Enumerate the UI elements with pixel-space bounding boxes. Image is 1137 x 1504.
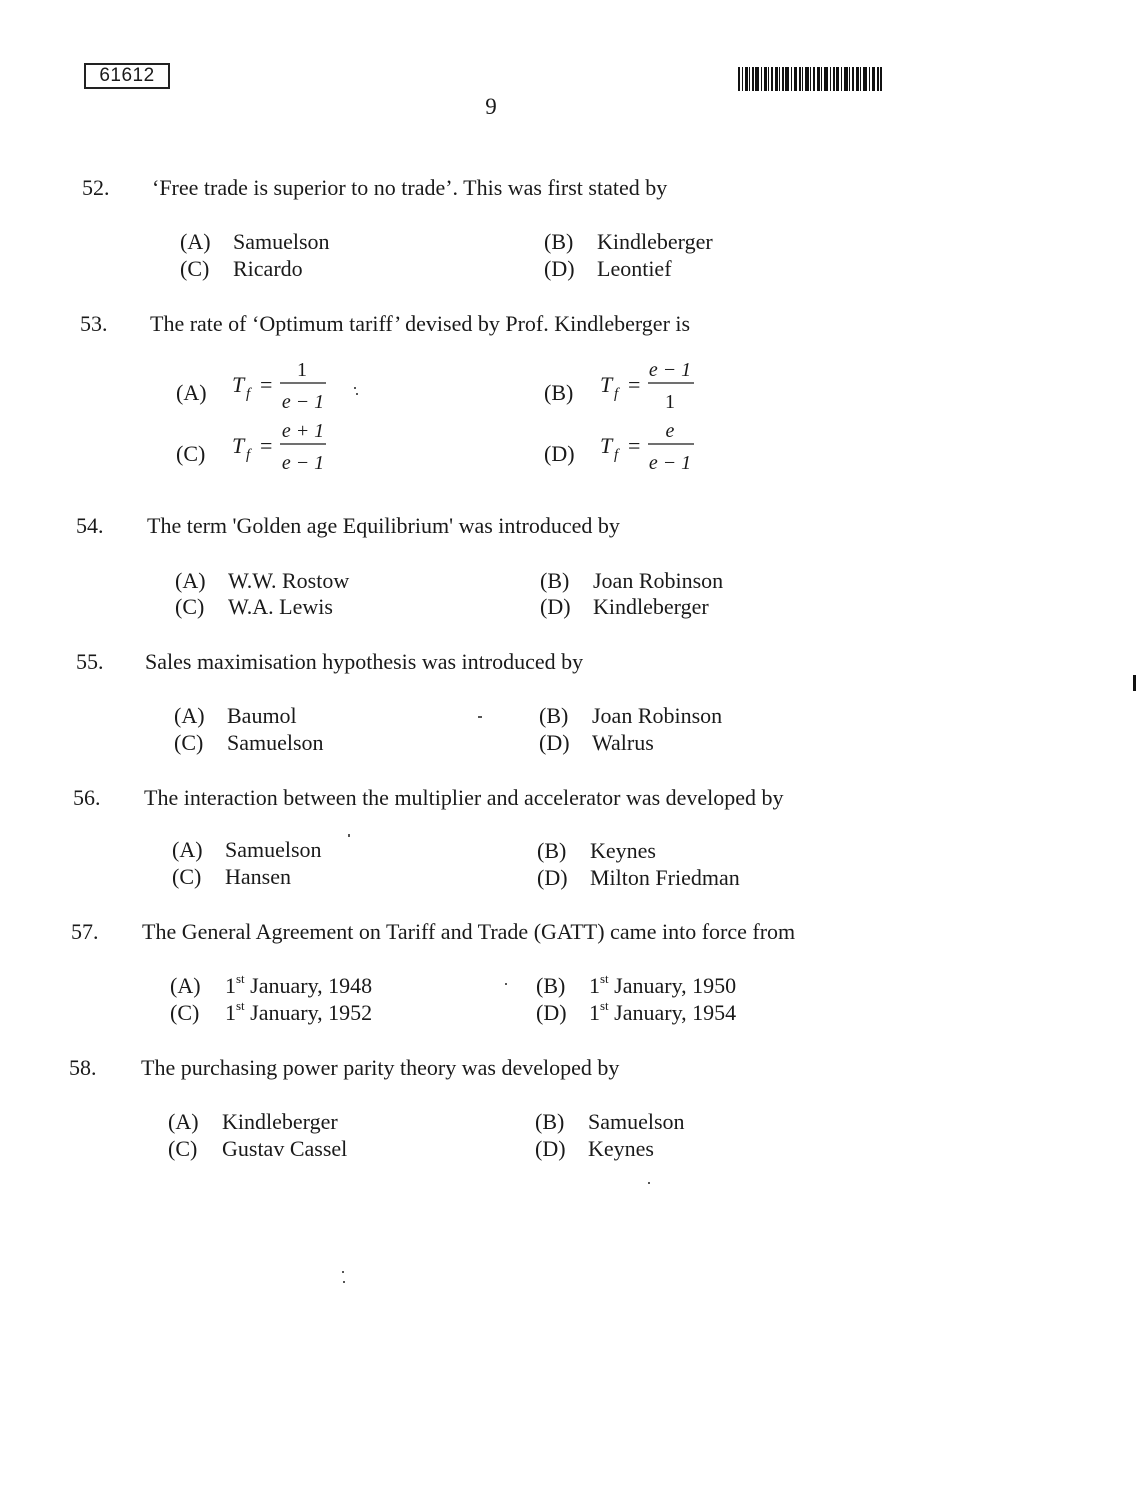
- question-text: The General Agreement on Tariff and Trade (GATT) came into force from: [142, 919, 796, 944]
- svg-text:f: f: [246, 386, 251, 402]
- scan-speck: [343, 1281, 345, 1283]
- paper-code: 61612: [84, 63, 170, 89]
- question-number: 52.: [82, 175, 110, 200]
- svg-text:=: =: [628, 372, 641, 397]
- formula: [600, 420, 710, 485]
- question-number: 57.: [71, 919, 99, 944]
- svg-text:e: e: [665, 420, 675, 442]
- question-number: 53.: [80, 311, 108, 336]
- formula: [232, 359, 342, 424]
- question-number: 55.: [76, 649, 104, 674]
- question-text: The interaction between the multiplier and accelerator was developed by: [144, 785, 784, 810]
- barcode: [738, 67, 882, 91]
- svg-text:1: 1: [665, 391, 675, 413]
- question-number: 54.: [76, 513, 104, 538]
- question-text: The purchasing power parity theory was developed by: [141, 1055, 620, 1080]
- svg-text:e + 1: e + 1: [281, 420, 325, 442]
- scan-speck: [505, 983, 507, 985]
- scan-speck: [478, 716, 482, 718]
- scan-speck: [356, 393, 358, 395]
- svg-text:=: =: [260, 433, 273, 458]
- svg-text:f: f: [246, 447, 251, 463]
- question-text: The term 'Golden age Equilibrium' was introduced by: [147, 513, 620, 538]
- scan-mark: [1133, 675, 1136, 691]
- svg-text:e − 1: e − 1: [281, 391, 325, 413]
- svg-text:1: 1: [297, 359, 307, 381]
- question-text: Sales maximisation hypothesis was introduced by: [145, 649, 584, 674]
- scan-speck: [648, 1182, 650, 1184]
- svg-text:e − 1: e − 1: [281, 452, 325, 474]
- svg-text:f: f: [614, 447, 619, 463]
- svg-text:T: T: [600, 372, 613, 397]
- svg-text:=: =: [628, 433, 641, 458]
- svg-text:e − 1: e − 1: [648, 452, 692, 474]
- svg-text:=: =: [260, 372, 273, 397]
- svg-text:e − 1: e − 1: [648, 359, 692, 381]
- scan-speck: [342, 1271, 344, 1273]
- formula: [232, 420, 342, 485]
- question-text: The rate of ‘Optimum tariff’ devised by Prof. Kindleberger is: [150, 311, 691, 336]
- svg-text:T: T: [600, 433, 613, 458]
- svg-text:f: f: [614, 386, 619, 402]
- page-number: 9: [485, 94, 497, 119]
- question-number: 58.: [69, 1055, 97, 1080]
- question-number: 56.: [73, 785, 101, 810]
- question-text: ‘Free trade is superior to no trade’. This was first stated by: [152, 175, 668, 200]
- scan-speck: [354, 387, 356, 389]
- svg-text:T: T: [232, 372, 245, 397]
- formula: [600, 359, 710, 424]
- svg-text:T: T: [232, 433, 245, 458]
- scan-speck: [348, 834, 350, 837]
